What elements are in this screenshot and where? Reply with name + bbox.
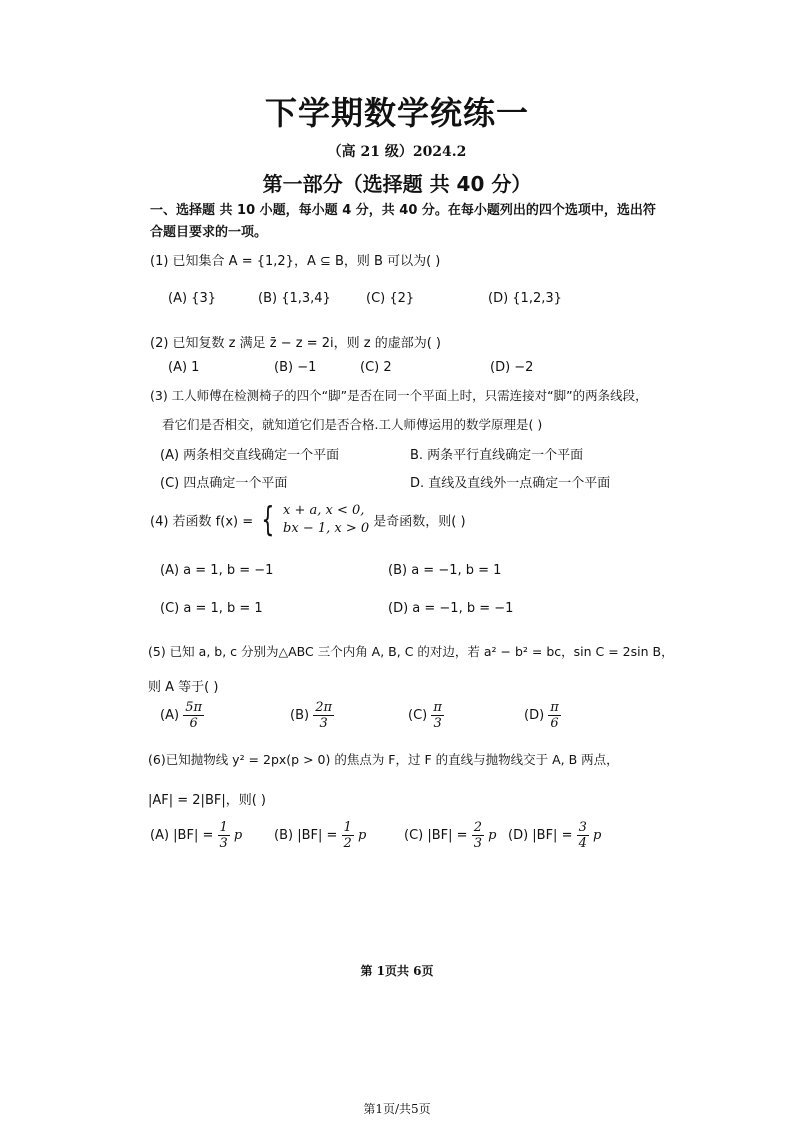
question-5-option-d[interactable] — [524, 700, 561, 731]
question-4-option-c[interactable]: (C) a = 1, b = 1 — [160, 601, 263, 616]
question-1-option-a[interactable]: (A) {3} — [168, 291, 216, 306]
fraction-denominator: 4 — [578, 836, 587, 851]
fraction — [313, 700, 334, 731]
fraction — [472, 820, 484, 851]
question-4-stem-suffix: 是奇函数，则( ) — [373, 514, 466, 530]
fraction-numerator: 3 — [578, 820, 587, 835]
fraction — [218, 820, 230, 851]
brace-symbol: { — [261, 500, 275, 540]
question-2-option-d[interactable]: (D) −2 — [490, 360, 534, 375]
question-6-option-b[interactable] — [274, 820, 366, 851]
question-5-stem-line2: 则 A 等于( ) — [148, 680, 219, 695]
question-5-option-a[interactable] — [160, 700, 204, 731]
option-label: (A) — [160, 708, 180, 723]
fraction-denominator: 2 — [343, 836, 352, 851]
question-3-option-d[interactable]: D. 直线及直线外一点确定一个平面 — [410, 476, 611, 491]
option-label: (A) |BF| = — [150, 828, 214, 843]
piecewise-case-1: x + a, x < 0, — [283, 503, 365, 518]
question-6-option-a[interactable] — [150, 820, 242, 851]
fraction — [431, 700, 444, 731]
exam-title: 下学期数学统练一 — [264, 94, 529, 132]
fraction — [183, 700, 204, 731]
option-label: (C) — [408, 708, 428, 723]
piecewise-case-2: bx − 1, x > 0 — [283, 521, 370, 536]
question-1-option-c[interactable]: (C) {2} — [366, 291, 415, 306]
fraction-numerator: π — [550, 700, 559, 715]
section-instructions: 一、选择题 共 10 小题，每小题 4 分，共 40 分。在每小题列出的四个选项中，选出符合题目要求的一项。 — [150, 203, 656, 240]
option-label: (C) |BF| = — [404, 828, 468, 843]
question-2-stem: (2) 已知复数 z 满足 z̄ − z = 2i，则 z 的虚部为( ) — [150, 336, 441, 351]
fraction-denominator: 3 — [433, 716, 442, 731]
question-4-stem-prefix: (4) 若函数 f(x) = — [150, 514, 254, 530]
fraction — [342, 820, 354, 851]
question-5-option-c[interactable] — [408, 700, 444, 731]
question-6-stem-line2: |AF| = 2|BF|，则( ) — [148, 793, 266, 808]
fraction — [548, 700, 561, 731]
question-1-option-b[interactable]: (B) {1,3,4} — [258, 291, 331, 306]
question-2-option-b[interactable]: (B) −1 — [274, 360, 317, 375]
question-1-option-d[interactable]: (D) {1,2,3} — [488, 291, 562, 306]
fraction-denominator: 6 — [550, 716, 559, 731]
question-2-option-c[interactable]: (C) 2 — [360, 360, 392, 375]
fraction-numerator: π — [433, 700, 442, 715]
question-3-stem-line1: (3) 工人师傅在检测椅子的四个“脚”是否在同一个平面上时，只需连接对“脚”的两条线段， — [150, 388, 648, 403]
option-tail: p — [488, 828, 497, 843]
option-label: (B) — [290, 708, 310, 723]
question-1-stem: (1) 已知集合 A = {1,2}，A ⊆ B，则 B 可以为( ) — [150, 254, 441, 269]
fraction-numerator: 5π — [185, 700, 203, 715]
option-label: (D) — [524, 708, 545, 723]
question-6-option-c[interactable] — [404, 820, 496, 851]
question-4-option-a[interactable]: (A) a = 1, b = −1 — [160, 563, 274, 578]
question-4-option-b[interactable]: (B) a = −1, b = 1 — [388, 563, 502, 578]
fraction — [577, 820, 589, 851]
fraction-numerator: 1 — [219, 820, 228, 835]
fraction-denominator: 3 — [319, 716, 328, 731]
exam-subtitle: （高 21 级）2024.2 — [327, 144, 467, 160]
question-2-option-a[interactable]: (A) 1 — [168, 360, 200, 375]
question-4-stem — [150, 502, 466, 538]
fraction-denominator: 3 — [219, 836, 228, 851]
option-tail: p — [233, 828, 243, 843]
option-label: (B) |BF| = — [274, 828, 338, 843]
question-3-stem-line2: 看它们是否相交，就知道它们是否合格.工人师傅运用的数学原理是( ) — [162, 417, 543, 432]
fraction-numerator: 2π — [315, 700, 333, 715]
question-6-stem-line1: (6)已知抛物线 y² = 2px(p > 0) 的焦点为 F，过 F 的直线与抛物线交于 A, B 两点， — [148, 752, 619, 767]
question-3-option-b[interactable]: B. 两条平行直线确定一个平面 — [410, 448, 584, 463]
option-tail: p — [357, 828, 367, 843]
question-5-option-b[interactable] — [290, 700, 334, 731]
question-5-stem-line1: (5) 已知 a, b, c 分别为△ABC 三个内角 A, B, C 的对边，若 a² − b² = bc，sin C = 2sin B， — [148, 644, 674, 659]
question-3-option-a[interactable]: (A) 两条相交直线确定一个平面 — [160, 448, 340, 463]
part-heading: 第一部分（选择题 共 40 分） — [262, 172, 532, 196]
page-footer-inner: 第 1页共 6页 — [360, 964, 434, 978]
fraction-numerator: 2 — [473, 820, 482, 835]
option-tail: p — [593, 828, 602, 843]
option-label: (D) |BF| = — [508, 828, 573, 843]
question-3-option-c[interactable]: (C) 四点确定一个平面 — [160, 476, 288, 491]
piecewise-cases — [283, 502, 369, 538]
fraction-denominator: 6 — [189, 716, 198, 731]
page-footer-outer: 第1页/共5页 — [363, 1102, 431, 1116]
question-6-option-d[interactable] — [508, 820, 601, 851]
fraction-denominator: 3 — [473, 836, 482, 851]
fraction-numerator: 1 — [343, 820, 352, 835]
question-4-option-d[interactable]: (D) a = −1, b = −1 — [388, 601, 514, 616]
